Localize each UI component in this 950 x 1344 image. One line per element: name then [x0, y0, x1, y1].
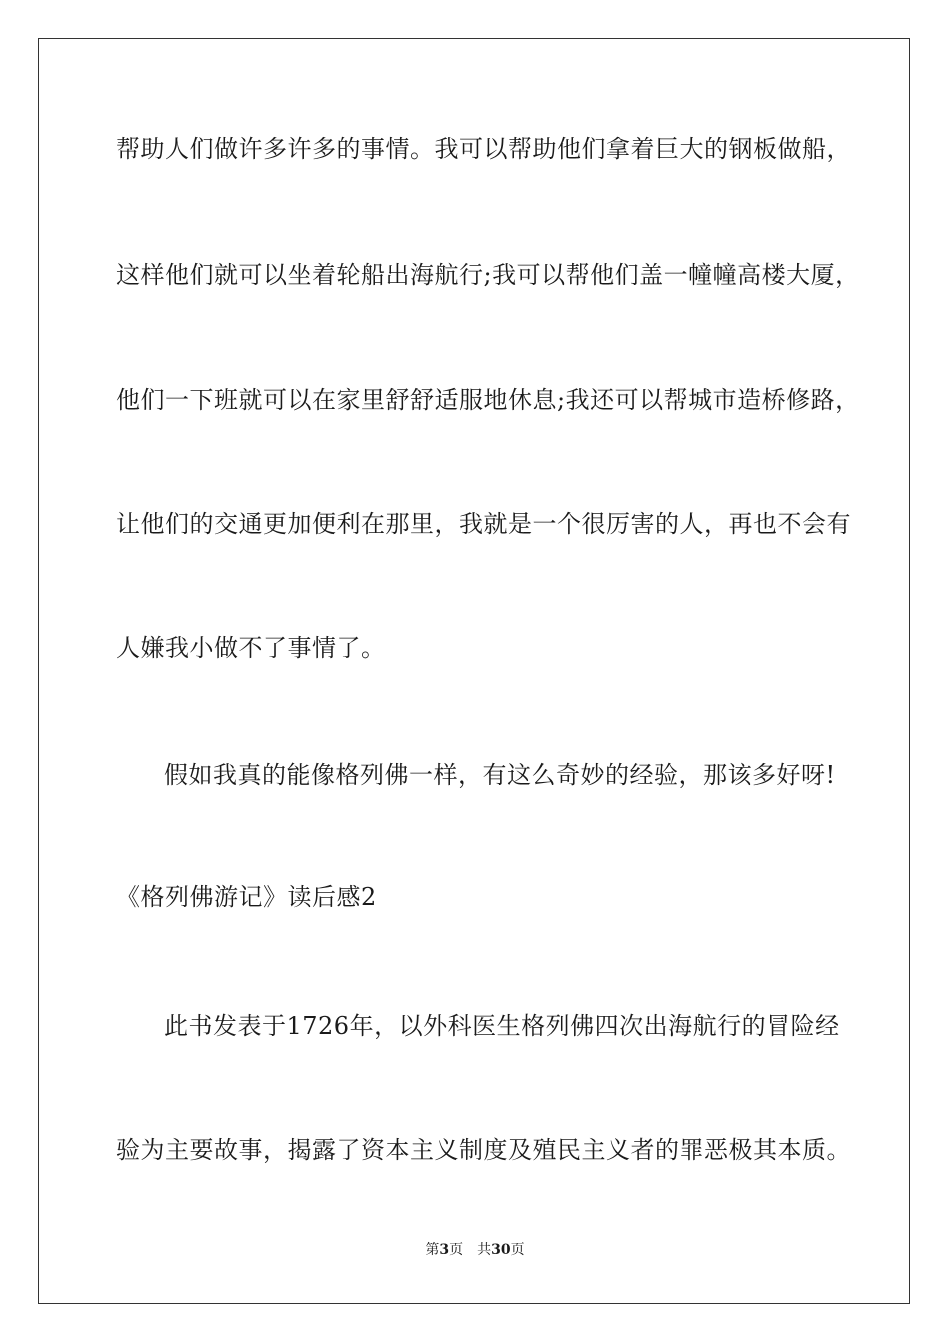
section-heading: 《格列佛游记》读后感2 — [116, 883, 377, 911]
total-pages: 30 — [491, 1242, 511, 1258]
page-prefix: 第 — [425, 1242, 440, 1258]
body-text-line-5: 人嫌我小做不了事情了。 — [116, 634, 386, 662]
paragraph-line: 假如我真的能像格列佛一样，有这么奇妙的经验，那该多好呀! — [164, 761, 836, 789]
paragraph-line: 验为主要故事，揭露了资本主义制度及殖民主义者的罪恶极其本质。 — [116, 1136, 851, 1164]
paragraph-line: 此书发表于1726年，以外科医生格列佛四次出海航行的冒险经 — [164, 1012, 840, 1040]
body-text-line-2: 这样他们就可以坐着轮船出海航行;我可以帮他们盖一幢幢高楼大厦， — [116, 261, 860, 289]
body-text-line-3: 他们一下班就可以在家里舒舒适服地休息;我还可以帮城市造桥修路， — [116, 386, 860, 414]
total-suffix: 页 — [510, 1242, 525, 1258]
page-footer — [0, 1240, 950, 1260]
body-text-line-4: 让他们的交通更加便利在那里，我就是一个很厉害的人，再也不会有 — [116, 510, 851, 538]
page-number: 3 — [439, 1242, 450, 1258]
page-border — [38, 38, 910, 1304]
total-prefix: 共 — [477, 1242, 492, 1258]
page-suffix: 页 — [449, 1242, 464, 1258]
body-text-line-1: 帮助人们做许多许多的事情。我可以帮助他们拿着巨大的钢板做船， — [116, 135, 851, 163]
